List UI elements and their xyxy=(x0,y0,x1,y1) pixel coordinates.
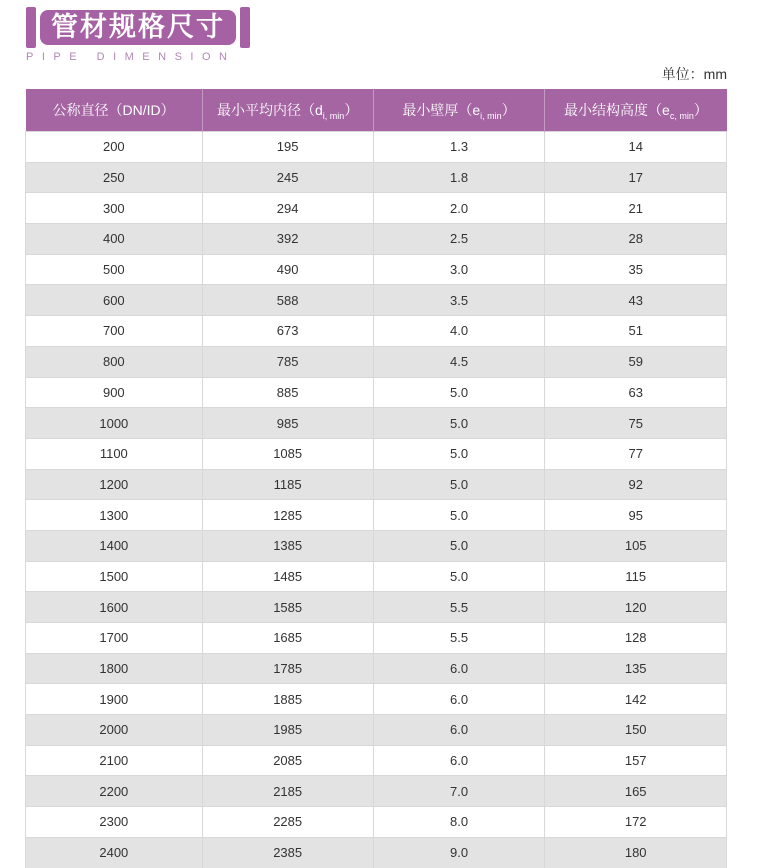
column-header-subscript: i, min xyxy=(480,110,502,121)
column-header-text: ） xyxy=(344,101,359,118)
table-row xyxy=(26,500,727,531)
column-header-text: 最小结构高度（e xyxy=(564,101,670,118)
table-cell: 1885 xyxy=(202,684,373,715)
table-cell: 250 xyxy=(26,162,203,193)
page-title: 管材规格尺寸 xyxy=(40,10,236,45)
table-cell: 1000 xyxy=(26,408,203,439)
table-cell: 14 xyxy=(545,132,727,163)
column-header-subscript: c, min xyxy=(669,110,694,121)
column-header-text: 最小壁厚（e xyxy=(402,101,481,118)
title-right-bar-decoration xyxy=(240,7,250,48)
table-cell: 6.0 xyxy=(373,653,545,684)
table-cell: 3.5 xyxy=(373,285,545,316)
table-cell: 2100 xyxy=(26,745,203,776)
column-header-text: 公称直径（DN/ID） xyxy=(52,101,175,118)
table-cell: 35 xyxy=(545,254,727,285)
page-title-block xyxy=(0,0,780,63)
table-cell: 28 xyxy=(545,224,727,255)
table-cell: 77 xyxy=(545,438,727,469)
table-row xyxy=(26,776,727,807)
table-cell: 1700 xyxy=(26,623,203,654)
table-row xyxy=(26,561,727,592)
table-row xyxy=(26,715,727,746)
table-cell: 1685 xyxy=(202,623,373,654)
table-body xyxy=(26,132,727,868)
table-row xyxy=(26,469,727,500)
title-row xyxy=(26,7,780,48)
table-header-row xyxy=(26,89,727,132)
column-header-min-avg-inner-diameter xyxy=(202,89,373,132)
table-cell: 1.3 xyxy=(373,132,545,163)
table-row xyxy=(26,162,727,193)
table-cell: 165 xyxy=(545,776,727,807)
table-row xyxy=(26,408,727,439)
table-cell: 6.0 xyxy=(373,715,545,746)
table-cell: 172 xyxy=(545,807,727,838)
content-area xyxy=(25,65,727,868)
column-header-text: 最小平均内径（d xyxy=(217,101,323,118)
table-cell: 1200 xyxy=(26,469,203,500)
table-cell: 2.0 xyxy=(373,193,545,224)
table-cell: 51 xyxy=(545,316,727,347)
table-cell: 1400 xyxy=(26,530,203,561)
table-cell: 588 xyxy=(202,285,373,316)
table-cell: 700 xyxy=(26,316,203,347)
table-cell: 1285 xyxy=(202,500,373,531)
table-cell: 1300 xyxy=(26,500,203,531)
table-cell: 180 xyxy=(545,837,727,868)
table-cell: 21 xyxy=(545,193,727,224)
table-cell: 785 xyxy=(202,346,373,377)
table-cell: 985 xyxy=(202,408,373,439)
table-cell: 5.5 xyxy=(373,592,545,623)
table-row xyxy=(26,193,727,224)
table-cell: 5.0 xyxy=(373,377,545,408)
table-cell: 900 xyxy=(26,377,203,408)
table-cell: 8.0 xyxy=(373,807,545,838)
table-cell: 5.0 xyxy=(373,561,545,592)
table-cell: 5.0 xyxy=(373,469,545,500)
table-cell: 300 xyxy=(26,193,203,224)
column-header-text: ） xyxy=(693,101,708,118)
table-row xyxy=(26,592,727,623)
table-cell: 17 xyxy=(545,162,727,193)
table-cell: 9.0 xyxy=(373,837,545,868)
table-cell: 392 xyxy=(202,224,373,255)
table-cell: 105 xyxy=(545,530,727,561)
table-cell: 885 xyxy=(202,377,373,408)
table-cell: 3.0 xyxy=(373,254,545,285)
table-cell: 7.0 xyxy=(373,776,545,807)
table-row xyxy=(26,623,727,654)
table-cell: 95 xyxy=(545,500,727,531)
table-row xyxy=(26,132,727,163)
table-cell: 63 xyxy=(545,377,727,408)
table-cell: 1985 xyxy=(202,715,373,746)
table-cell: 1485 xyxy=(202,561,373,592)
table-cell: 59 xyxy=(545,346,727,377)
table-cell: 92 xyxy=(545,469,727,500)
table-row xyxy=(26,653,727,684)
table-cell: 75 xyxy=(545,408,727,439)
table-cell: 1600 xyxy=(26,592,203,623)
table-row xyxy=(26,346,727,377)
table-cell: 157 xyxy=(545,745,727,776)
table-cell: 200 xyxy=(26,132,203,163)
table-cell: 5.0 xyxy=(373,500,545,531)
table-row xyxy=(26,285,727,316)
title-left-bar-decoration xyxy=(26,7,36,48)
table-cell: 142 xyxy=(545,684,727,715)
table-row xyxy=(26,438,727,469)
table-cell: 500 xyxy=(26,254,203,285)
table-cell: 1900 xyxy=(26,684,203,715)
table-cell: 6.0 xyxy=(373,684,545,715)
table-cell: 1585 xyxy=(202,592,373,623)
table-cell: 490 xyxy=(202,254,373,285)
table-cell: 128 xyxy=(545,623,727,654)
table-cell: 120 xyxy=(545,592,727,623)
table-row xyxy=(26,530,727,561)
table-cell: 2.5 xyxy=(373,224,545,255)
table-cell: 2300 xyxy=(26,807,203,838)
table-cell: 150 xyxy=(545,715,727,746)
table-cell: 5.0 xyxy=(373,438,545,469)
table-row xyxy=(26,224,727,255)
table-cell: 1500 xyxy=(26,561,203,592)
column-header-text: ） xyxy=(501,101,516,118)
table-cell: 5.0 xyxy=(373,530,545,561)
table-row xyxy=(26,837,727,868)
table-cell: 1185 xyxy=(202,469,373,500)
table-cell: 5.0 xyxy=(373,408,545,439)
table-cell: 5.5 xyxy=(373,623,545,654)
page-subtitle: PIPE DIMENSION xyxy=(26,51,236,63)
table-cell: 600 xyxy=(26,285,203,316)
table-cell: 2000 xyxy=(26,715,203,746)
table-cell: 673 xyxy=(202,316,373,347)
table-row xyxy=(26,807,727,838)
column-header-subscript: i, min xyxy=(322,110,345,121)
unit-label: 单位：mm xyxy=(661,66,727,82)
table-cell: 1800 xyxy=(26,653,203,684)
pipe-dimension-table xyxy=(25,89,727,868)
table-cell: 4.0 xyxy=(373,316,545,347)
table-cell: 245 xyxy=(202,162,373,193)
table-cell: 2385 xyxy=(202,837,373,868)
table-cell: 2185 xyxy=(202,776,373,807)
table-cell: 800 xyxy=(26,346,203,377)
table-cell: 135 xyxy=(545,653,727,684)
table-row xyxy=(26,377,727,408)
table-cell: 1.8 xyxy=(373,162,545,193)
table-cell: 1100 xyxy=(26,438,203,469)
table-cell: 1385 xyxy=(202,530,373,561)
table-cell: 1085 xyxy=(202,438,373,469)
table-cell: 2285 xyxy=(202,807,373,838)
column-header-min-structural-height xyxy=(545,89,727,132)
table-cell: 4.5 xyxy=(373,346,545,377)
table-cell: 400 xyxy=(26,224,203,255)
table-row xyxy=(26,745,727,776)
table-row xyxy=(26,254,727,285)
column-header-min-wall-thickness xyxy=(373,89,545,132)
table-cell: 2400 xyxy=(26,837,203,868)
table-cell: 2085 xyxy=(202,745,373,776)
table-row xyxy=(26,684,727,715)
table-cell: 195 xyxy=(202,132,373,163)
table-cell: 1785 xyxy=(202,653,373,684)
table-cell: 43 xyxy=(545,285,727,316)
column-header-nominal-diameter xyxy=(26,89,203,132)
table-cell: 115 xyxy=(545,561,727,592)
table-cell: 294 xyxy=(202,193,373,224)
table-cell: 6.0 xyxy=(373,745,545,776)
table-row xyxy=(26,316,727,347)
table-cell: 2200 xyxy=(26,776,203,807)
